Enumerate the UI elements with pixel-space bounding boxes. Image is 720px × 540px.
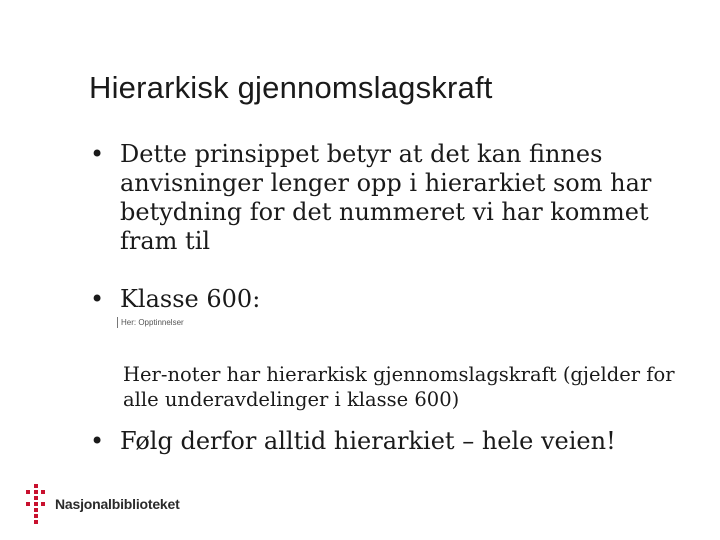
bullet-text: Følg derfor alltid hierarkiet – hele veien! xyxy=(120,427,616,455)
nasjonalbiblioteket-logo-icon xyxy=(26,484,48,524)
schedule-screenshot-image xyxy=(117,316,184,328)
bullet-marker: • xyxy=(90,285,105,313)
note-text: Her-noter har hierarkisk gjennomslagskraft (gjelder for alle underavdelinger i klasse 600) xyxy=(123,363,675,411)
bullet-marker: • xyxy=(90,427,105,455)
image-border xyxy=(117,317,118,328)
logo-text: Nasjonalbiblioteket xyxy=(55,496,180,512)
screenshot-label: Her: Opptinnelser xyxy=(121,317,184,327)
footer-logo xyxy=(26,484,180,524)
slide-title: Hierarkisk gjennomslagskraft xyxy=(89,70,493,105)
bullet-marker: • xyxy=(90,140,105,168)
bullet-text: Dette prinsippet betyr at det kan finnes anvisninger lenger opp i hierarkiet som har betydning for det nummeret vi har kommet fram til xyxy=(120,140,652,255)
bullet-text: Klasse 600: xyxy=(120,285,261,313)
